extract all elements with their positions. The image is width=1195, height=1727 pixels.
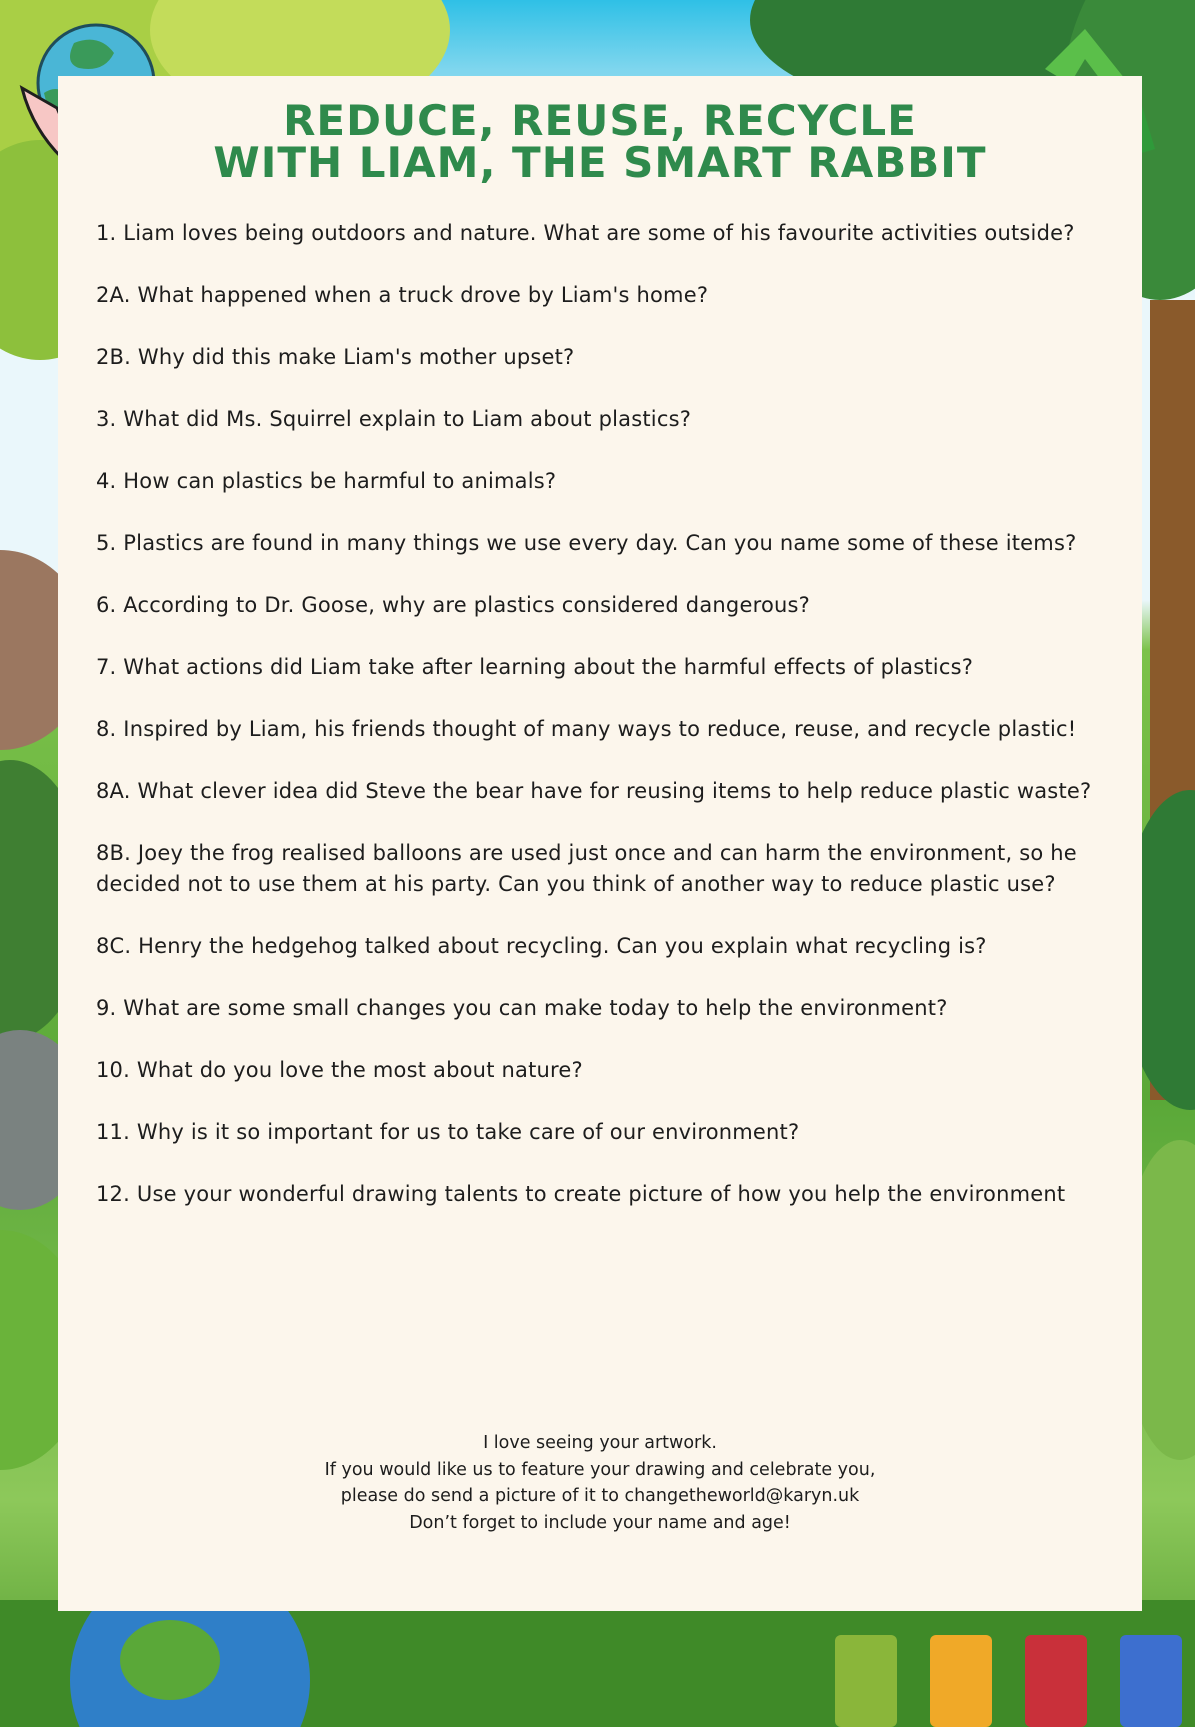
question-9: 9. What are some small changes you can make today to help the environment? (96, 996, 948, 1020)
footer-line-2: If you would like us to feature your drawing and celebrate you, (324, 1459, 876, 1480)
footer-line-1: I love seeing your artwork. (483, 1433, 717, 1453)
footer-line-3: please do send a picture of it to changetheworld@karyn.uk (340, 1486, 860, 1506)
question-12: 12. Use your wonderful drawing talents to create picture of how you help the environment (96, 1182, 1066, 1206)
question-2a: 2A. What happened when a truck drove by Liam's home? (96, 283, 709, 307)
question-8c: 8C. Henry the hedgehog talked about recycling. Can you explain what recycling is? (96, 934, 987, 958)
title-line-2: WITH LIAM, THE SMART RABBIT (213, 138, 987, 187)
question-3: 3. What did Ms. Squirrel explain to Liam about plastics? (96, 407, 692, 431)
question-7: 7. What actions did Liam take after learning about the harmful effects of plastics? (96, 655, 974, 679)
title-line-1: REDUCE, REUSE, RECYCLE (283, 96, 917, 145)
question-list (96, 218, 1096, 1241)
question-6: 6. According to Dr. Goose, why are plastics considered dangerous? (96, 593, 810, 617)
question-1: 1. Liam loves being outdoors and nature. What are some of his favourite activities outside? (96, 221, 1075, 245)
question-5: 5. Plastics are found in many things we use every day. Can you name some of these items? (96, 531, 1077, 555)
question-8: 8. Inspired by Liam, his friends thought of many ways to reduce, reuse, and recycle plastic! (96, 717, 1077, 741)
question-2b: 2B. Why did this make Liam's mother upset? (96, 345, 575, 369)
question-10: 10. What do you love the most about nature? (96, 1058, 583, 1082)
question-8b: 8B. Joey the frog realised balloons are used just once and can harm the environment, so he decided not to use them at his party. Can you think of another way to reduce plastic use? (96, 841, 1077, 896)
footer-note (58, 1430, 1142, 1536)
footer-line-4: Don’t forget to include your name and age! (409, 1512, 791, 1533)
question-4: 4. How can plastics be harmful to animals? (96, 469, 557, 493)
page-title (58, 96, 1142, 187)
question-11: 11. Why is it so important for us to take care of our environment? (96, 1120, 800, 1144)
question-8a: 8A. What clever idea did Steve the bear have for reusing items to help reduce plastic waste? (96, 779, 1092, 803)
